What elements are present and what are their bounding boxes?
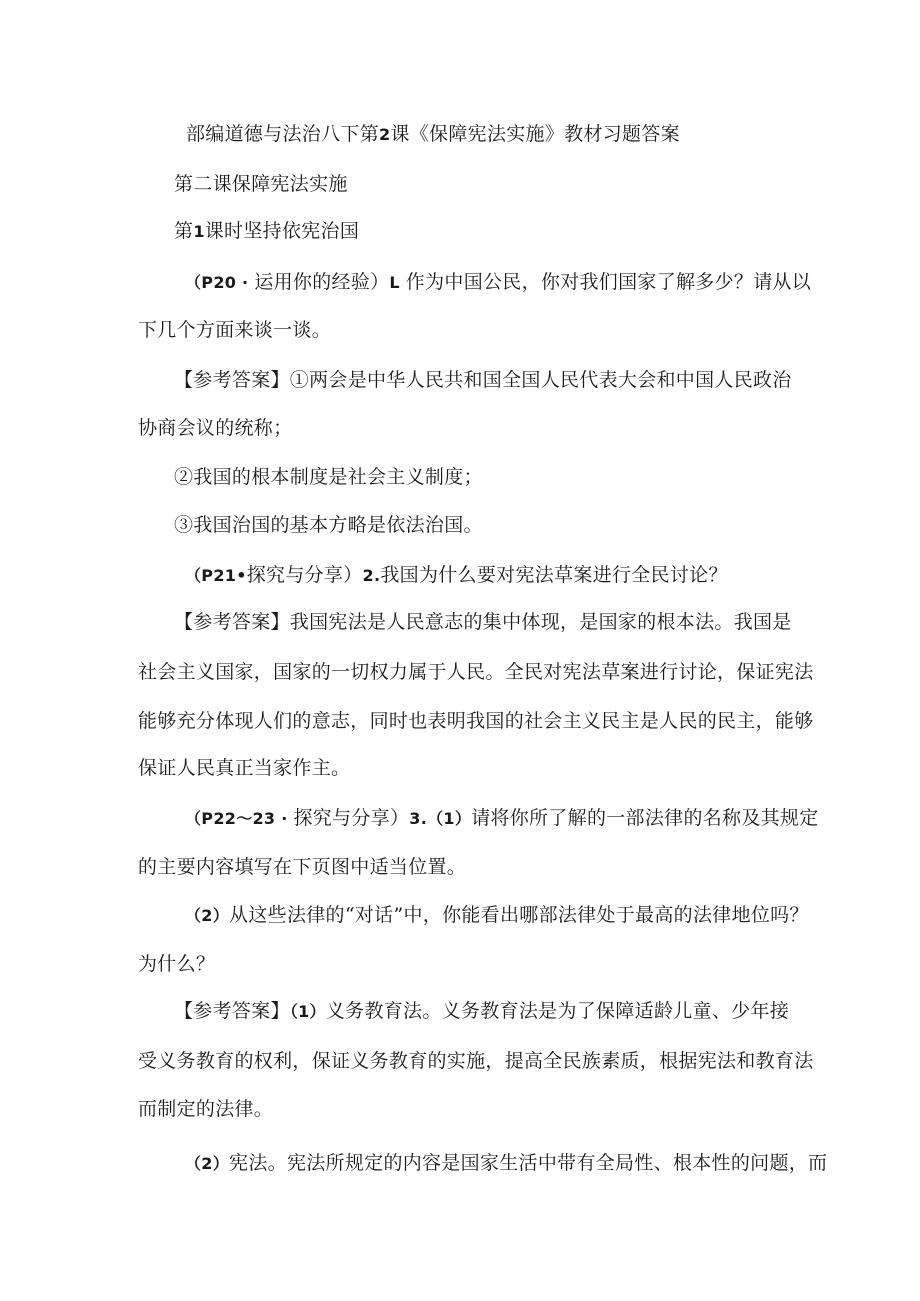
answer-2-line-2: 社会主义国家，国家的一切权力属于人民。全民对宪法草案进行讨论，保证宪法 xyxy=(138,661,814,683)
answer-3-line-1 xyxy=(174,999,789,1024)
answer-3-number-2: （2） xyxy=(185,1154,230,1173)
question-3-sub-2-line-2: 为什么？ xyxy=(138,953,216,975)
answer-3-number-1: （1） xyxy=(289,1002,326,1021)
answer-1-line-4: ③我国治国的基本方略是依法治国。 xyxy=(174,514,483,536)
question-2 xyxy=(185,563,728,588)
title-text-post: 课《保障宪法实施》教材习题答案 xyxy=(390,123,680,145)
lesson-heading xyxy=(174,219,359,244)
answer-1-line-3: ②我国的根本制度是社会主义制度； xyxy=(174,466,483,488)
answer-3-line-3: 而制定的法律。 xyxy=(138,1098,274,1120)
lesson-text-post: 课时坚持依宪治国 xyxy=(204,220,360,242)
question-1-tag: （P20 · xyxy=(185,273,255,292)
lesson-text-pre: 第 xyxy=(174,220,194,242)
answer-3-text-1: 义务教育法。义务教育法是为了保障适龄儿童、少年接 xyxy=(325,1000,790,1022)
question-3-tag: （P22～23 · xyxy=(185,809,294,828)
answer-3-prefix: 【参考答案】 xyxy=(174,1000,290,1022)
question-1-number: L xyxy=(389,273,406,292)
lesson-number: 1 xyxy=(193,222,205,241)
answer-2-line-4: 保证人民真正当家作主。 xyxy=(138,757,351,779)
question-2-text: 我国为什么要对宪法草案进行全民讨论？ xyxy=(380,564,728,586)
question-3-sub-2 xyxy=(185,903,809,928)
answer-1-line-1: 【参考答案】①两会是中华人民共和国全国人民代表大会和中国人民政治 xyxy=(174,369,792,391)
answer-1-line-2: 协商会议的统称； xyxy=(138,417,293,439)
answer-3-line-4 xyxy=(185,1151,827,1176)
question-3-tag-text: 探究与分享） xyxy=(293,807,410,829)
document-title xyxy=(186,122,680,147)
answer-2-line-1: 【参考答案】我国宪法是人民意志的集中体现，是国家的根本法。我国是 xyxy=(174,611,792,633)
answer-2-line-3: 能够充分体现人们的意志，同时也表明我国的社会主义民主是人民的民主，能够 xyxy=(138,710,814,732)
title-lesson-number: 2 xyxy=(379,125,391,144)
question-3 xyxy=(185,806,819,831)
question-1-line-2: 下几个方面来谈一谈。 xyxy=(138,319,332,341)
question-2-tag-text: 探究与分享） xyxy=(246,564,363,586)
title-text-pre: 部编道德与法治八下第 xyxy=(186,123,380,145)
question-3-sub-2-text: 从这些法律的“对话”中，你能看出哪部法律处于最高的法律地位吗？ xyxy=(229,904,809,926)
question-1-tag-text: 运用你的经验） xyxy=(254,271,390,293)
answer-3-text-2: 宪法。宪法所规定的内容是国家生活中带有全局性、根本性的问题，而 xyxy=(229,1152,828,1174)
question-3-sub-2-number: （2） xyxy=(185,906,230,925)
question-3-number: 3.（1） xyxy=(409,809,472,828)
question-1-text: 作为中国公民，你对我们国家了解多少？请从以 xyxy=(405,271,812,293)
question-2-tag: （P21• xyxy=(185,566,247,585)
question-2-number: 2. xyxy=(362,566,381,585)
chapter-heading: 第二课保障宪法实施 xyxy=(174,173,348,195)
answer-3-line-2: 受义务教育的权利，保证义务教育的实施，提高全民族素质，根据宪法和教育法 xyxy=(138,1050,814,1072)
question-3-line-2: 的主要内容填写在下页图中适当位置。 xyxy=(138,856,467,878)
question-1 xyxy=(185,270,811,295)
question-3-text: 请将你所了解的一部法律的名称及其规定 xyxy=(471,807,819,829)
